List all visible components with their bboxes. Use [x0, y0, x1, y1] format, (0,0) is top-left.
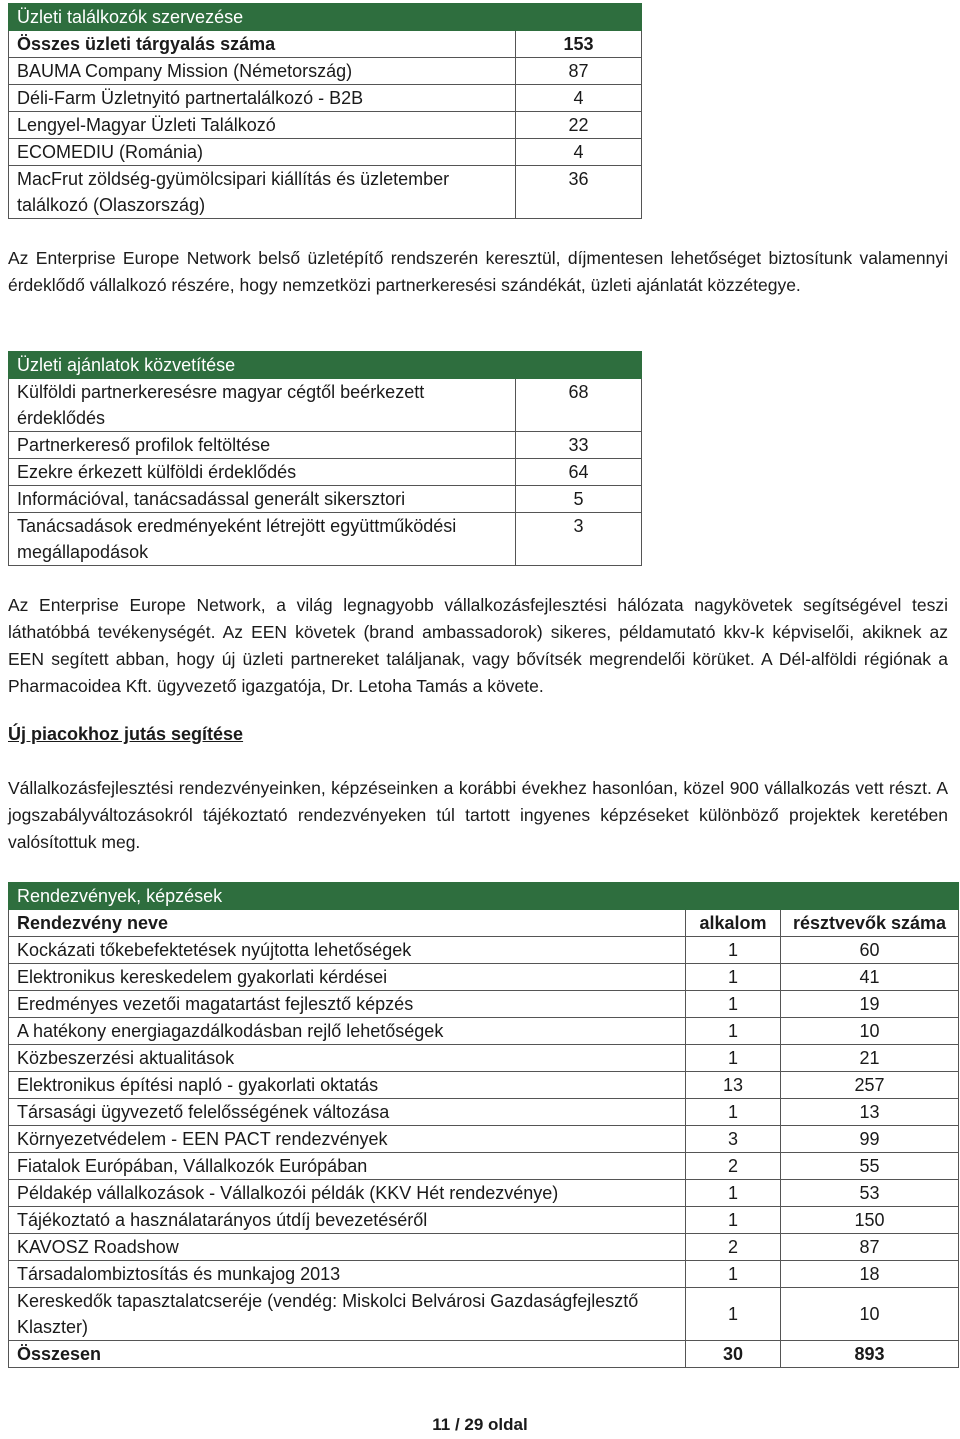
table-row — [9, 1099, 959, 1126]
event-name: Példakép vállalkozások - Vállalkozói példák (KKV Hét rendezvénye) — [9, 1180, 686, 1207]
table-row — [9, 379, 642, 432]
event-name: KAVOSZ Roadshow — [9, 1234, 686, 1261]
row-label: ECOMEDIU (Románia) — [9, 139, 516, 166]
column-header: Rendezvény neve — [9, 910, 686, 937]
table-row — [9, 112, 642, 139]
events-table — [8, 882, 959, 1368]
table-row — [9, 1180, 959, 1207]
row-label: Partnerkereső profilok feltöltése — [9, 432, 516, 459]
event-participants: 99 — [781, 1126, 959, 1153]
table-row — [9, 139, 642, 166]
row-value: 22 — [516, 112, 642, 139]
row-value: 5 — [516, 486, 642, 513]
event-participants: 41 — [781, 964, 959, 991]
events-header-row — [9, 910, 959, 937]
table-row — [9, 1234, 959, 1261]
row-value: 36 — [516, 166, 642, 219]
event-name: A hatékony energiagazdálkodásban rejlő lehetőségek — [9, 1018, 686, 1045]
row-label: Ezekre érkezett külföldi érdeklődés — [9, 459, 516, 486]
row-label: Déli-Farm Üzletnyitó partnertalálkozó - B2B — [9, 85, 516, 112]
event-name: Fiatalok Európában, Vállalkozók Európában — [9, 1153, 686, 1180]
event-count: 1 — [686, 1099, 781, 1126]
paragraph-events: Vállalkozásfejlesztési rendezvényeinken, képzéseinken a korábbi évekhez hasonlóan, közel 900 vállalkozás vett részt. A jogszabályváltozásokról tájékoztató rendezvényeken túl tartott ingyenes képzéseket különböző projektek keretében valósítottuk meg. — [8, 778, 948, 852]
meetings-title: Üzleti találkozók szervezése — [9, 4, 642, 31]
event-participants: 19 — [781, 991, 959, 1018]
table-row — [9, 1045, 959, 1072]
row-label: BAUMA Company Mission (Németország) — [9, 58, 516, 85]
event-name: Környezetvédelem - EEN PACT rendezvények — [9, 1126, 686, 1153]
row-value: 4 — [516, 139, 642, 166]
section-heading: Új piacokhoz jutás segítése — [8, 724, 244, 744]
events-total-row — [9, 1341, 959, 1368]
meetings-total-label: Összes üzleti tárgyalás száma — [9, 31, 516, 58]
event-participants: 18 — [781, 1261, 959, 1288]
event-name: Eredményes vezetői magatartást fejlesztő képzés — [9, 991, 686, 1018]
table-row — [9, 964, 959, 991]
table-row — [9, 432, 642, 459]
row-label: Külföldi partnerkeresésre magyar cégtől beérkezett érdeklődés — [9, 379, 516, 432]
event-participants: 87 — [781, 1234, 959, 1261]
table-row — [9, 1153, 959, 1180]
table-row — [9, 166, 642, 219]
row-label: Információval, tanácsadással generált sikersztori — [9, 486, 516, 513]
table-row — [9, 1261, 959, 1288]
row-value: 64 — [516, 459, 642, 486]
event-participants: 60 — [781, 937, 959, 964]
table-row — [9, 937, 959, 964]
row-value: 3 — [516, 513, 642, 566]
event-participants: 10 — [781, 1288, 959, 1341]
event-count: 1 — [686, 1207, 781, 1234]
table-row — [9, 991, 959, 1018]
event-participants: 10 — [781, 1018, 959, 1045]
event-count: 1 — [686, 991, 781, 1018]
column-header: résztvevők száma — [781, 910, 959, 937]
event-count: 1 — [686, 1045, 781, 1072]
event-participants: 150 — [781, 1207, 959, 1234]
events-title: Rendezvények, képzések — [9, 883, 959, 910]
event-count: 13 — [686, 1072, 781, 1099]
table-row — [9, 85, 642, 112]
event-count: 2 — [686, 1153, 781, 1180]
event-name: Elektronikus építési napló - gyakorlati oktatás — [9, 1072, 686, 1099]
table-row — [9, 486, 642, 513]
table-row — [9, 1288, 959, 1341]
row-value: 33 — [516, 432, 642, 459]
total-label: Összesen — [9, 1341, 686, 1368]
event-count: 1 — [686, 1180, 781, 1207]
row-value: 87 — [516, 58, 642, 85]
row-label: Tanácsadások eredményeként létrejött együttműködési megállapodások — [9, 513, 516, 566]
row-label: MacFrut zöldség-gyümölcsipari kiállítás és üzletember találkozó (Olaszország) — [9, 166, 516, 219]
event-count: 1 — [686, 1288, 781, 1341]
table-row — [9, 58, 642, 85]
column-header: alkalom — [686, 910, 781, 937]
table-row — [9, 1207, 959, 1234]
event-count: 3 — [686, 1126, 781, 1153]
event-name: Közbeszerzési aktualitások — [9, 1045, 686, 1072]
paragraph-een-system: Az Enterprise Europe Network belső üzletépítő rendszerén keresztül, díjmentesen lehetőséget biztosítunk valamennyi érdeklődő vállalkozó részére, hogy nemzetközi partnerkeresési szándékát, üzleti ajánlatát közzétegye. — [8, 248, 948, 295]
event-count: 1 — [686, 1018, 781, 1045]
table-row — [9, 1126, 959, 1153]
page-number: 11 / 29 oldal — [432, 1415, 528, 1434]
row-value: 68 — [516, 379, 642, 432]
meetings-table — [8, 3, 642, 219]
row-value: 4 — [516, 85, 642, 112]
event-participants: 257 — [781, 1072, 959, 1099]
event-count: 1 — [686, 1261, 781, 1288]
event-name: Elektronikus kereskedelem gyakorlati kérdései — [9, 964, 686, 991]
paragraph-ambassadors: Az Enterprise Europe Network, a világ legnagyobb vállalkozásfejlesztési hálózata nagykövetek segítségével teszi láthatóbbá tevékenységét. Az EEN követek (brand ambassadorok) sikeres, példamutató kkv-k képviselői, akiknek az EEN segített abban, hogy új üzleti partnereket találjanak, vagy bővítsék megrendelői körüket. A Dél-alföldi régiónak a Pharmacoidea Kft. ügyvezető igazgatója, Dr. Letoha Tamás a követe. — [8, 595, 948, 696]
event-count: 1 — [686, 964, 781, 991]
event-name: Kockázati tőkebefektetések nyújtotta lehetőségek — [9, 937, 686, 964]
meetings-total-value: 153 — [516, 31, 642, 58]
offers-title: Üzleti ajánlatok közvetítése — [9, 352, 642, 379]
table-row — [9, 459, 642, 486]
row-label: Lengyel-Magyar Üzleti Találkozó — [9, 112, 516, 139]
table-row — [9, 1018, 959, 1045]
event-name: Tájékoztató a használatarányos útdíj bevezetéséről — [9, 1207, 686, 1234]
event-name: Társasági ügyvezető felelősségének változása — [9, 1099, 686, 1126]
event-participants: 53 — [781, 1180, 959, 1207]
event-count: 1 — [686, 937, 781, 964]
event-participants: 13 — [781, 1099, 959, 1126]
table-row — [9, 513, 642, 566]
event-name: Kereskedők tapasztalatcseréje (vendég: Miskolci Belvárosi Gazdaságfejlesztő Klaszter) — [9, 1288, 686, 1341]
event-participants: 21 — [781, 1045, 959, 1072]
event-name: Társadalombiztosítás és munkajog 2013 — [9, 1261, 686, 1288]
event-participants: 55 — [781, 1153, 959, 1180]
offers-table — [8, 351, 642, 566]
table-row — [9, 1072, 959, 1099]
event-count: 2 — [686, 1234, 781, 1261]
total-participants: 893 — [781, 1341, 959, 1368]
total-count: 30 — [686, 1341, 781, 1368]
